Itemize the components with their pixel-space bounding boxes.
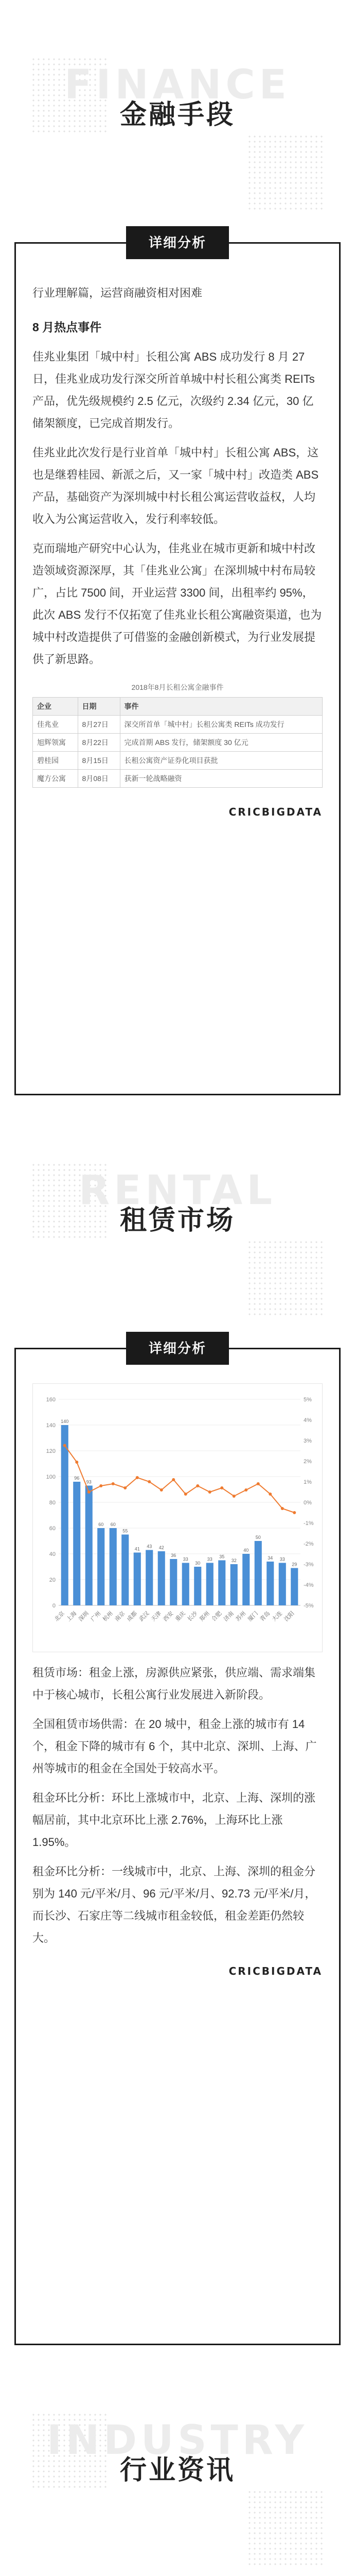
series-point	[75, 1461, 78, 1464]
bar	[267, 1562, 274, 1605]
y-tick-label: 140	[46, 1422, 56, 1429]
table-cell: 深交所首单「城中村」长租公寓类 REITs 成功发行	[120, 716, 323, 734]
analysis-card	[14, 1341, 341, 2345]
bar	[291, 1568, 298, 1606]
table-cell: 8月08日	[78, 770, 120, 788]
bar	[230, 1564, 238, 1605]
paragraph: 租赁市场：租金上涨，房源供应紧张，供应端、需求端集中于核心城市，长租公寓行业发展进入新阶段。	[32, 1666, 316, 1701]
data-label: 60	[98, 1522, 104, 1527]
data-label: 93	[86, 1479, 92, 1485]
table-cell: 碧桂园	[33, 752, 78, 770]
x-tick-label: 济南	[222, 1609, 235, 1623]
y2-tick-label: -3%	[304, 1562, 314, 1568]
section-header-finance	[0, 0, 355, 242]
watermark-text: INDUSTRY	[46, 2417, 309, 2464]
data-label: 43	[147, 1544, 152, 1549]
bar	[279, 1563, 286, 1606]
data-label: 40	[243, 1548, 249, 1553]
x-tick-label: 苏州	[234, 1609, 247, 1623]
event-heading: 8 月热点事件	[32, 320, 102, 334]
series-point	[244, 1488, 247, 1492]
dot-pattern	[247, 2489, 324, 2567]
data-label: 32	[231, 1558, 237, 1563]
paragraph: 克而瑞地产研究中心认为，佳兆业在城市更新和城中村改造领域资源深厚，其「佳兆业公寓」在深圳城中村布局较广，占比 7500 间，开业运营 3300 间，出租率约 95%，此次 ABS 发行不仅拓宽了佳兆业长租公寓融资渠道，也为城中村改造提供了可借鉴的金融创新模式，为行业发展提供了新思路。	[32, 542, 322, 666]
analysis-card	[14, 235, 341, 1095]
x-tick-label: 厦门	[246, 1609, 259, 1623]
series-point	[257, 1482, 260, 1485]
y-tick-label: 60	[49, 1526, 56, 1532]
x-tick-label: 南京	[113, 1609, 127, 1623]
paragraph: 佳兆业此次发行是行业首单「城中村」长租公寓 ABS，这也是继碧桂园、新派之后，又一家「城中村」改造类 ABS 产品，基础资产为深圳城中村长租公寓运营收益权，人均收入为公寓运营收入，发行利率较低。	[32, 446, 319, 526]
table-cell: 魔方公寓	[33, 770, 78, 788]
series-point	[220, 1486, 223, 1489]
dot-pattern	[247, 134, 324, 211]
bar	[134, 1553, 141, 1606]
data-label: 55	[122, 1528, 128, 1534]
y-tick-label: 100	[46, 1474, 56, 1480]
table-cell: 8月27日	[78, 716, 120, 734]
bar	[146, 1550, 153, 1606]
y-tick-label: 160	[46, 1397, 56, 1403]
watermark-text: RENTAL	[79, 1167, 276, 1214]
section-header-industry	[0, 2355, 355, 2576]
section-header-rental	[0, 1106, 355, 1348]
data-label: 34	[268, 1555, 273, 1561]
y2-tick-label: -1%	[304, 1520, 314, 1527]
series-point	[148, 1480, 151, 1483]
chart-svg	[33, 1384, 321, 1652]
paragraph: 全国租赁市场供需：在 20 城中，租金上涨的城市有 14 个，租金下降的城市有 6 个，其中北京、深圳、上海、广州等城市的租金在全国处于较高水平。	[32, 1718, 317, 1775]
x-tick-label: 杭州	[101, 1609, 114, 1623]
x-tick-label: 成都	[126, 1609, 138, 1623]
table-header: 企业	[33, 698, 78, 716]
x-tick-label: 郑州	[198, 1609, 211, 1623]
series-point	[160, 1488, 163, 1492]
data-label: 36	[171, 1553, 176, 1558]
series-point	[281, 1507, 284, 1510]
table-cell: 8月22日	[78, 734, 120, 752]
series-point	[269, 1493, 272, 1496]
table-row	[33, 770, 323, 788]
series-point	[112, 1482, 115, 1485]
table-row	[33, 734, 323, 752]
table-cell: 完成首期 ABS 发行，储架额度 30 亿元	[120, 734, 323, 752]
series-point	[196, 1484, 199, 1487]
y-tick-label: 20	[49, 1577, 56, 1583]
rent-chart	[32, 1383, 323, 1652]
bar	[158, 1551, 165, 1605]
bar	[255, 1541, 262, 1605]
data-label: 42	[158, 1545, 164, 1550]
bar	[110, 1528, 117, 1605]
section-title: 金融手段	[119, 99, 235, 130]
series-point	[99, 1484, 102, 1487]
x-tick-label: 上海	[65, 1609, 78, 1623]
data-label: 33	[279, 1556, 285, 1562]
table-cell: 长租公寓资产证券化项目获批	[120, 752, 323, 770]
data-label: 41	[134, 1546, 140, 1552]
x-tick-label: 天津	[150, 1609, 163, 1623]
section-title: 租赁市场	[119, 1205, 235, 1236]
table-caption: 2018年8月长租公寓金融事件	[131, 683, 224, 691]
bar	[85, 1486, 93, 1606]
series-point	[123, 1486, 127, 1489]
data-label: 30	[195, 1561, 201, 1566]
bar	[194, 1567, 201, 1605]
y2-tick-label: -2%	[304, 1541, 314, 1547]
y2-tick-label: 3%	[304, 1438, 312, 1444]
bar	[182, 1563, 189, 1606]
bar	[97, 1528, 104, 1605]
brand-footer: CRICBIGDATA	[228, 806, 323, 818]
x-tick-label: 西安	[162, 1609, 175, 1623]
table-cell: 旭辉领寓	[33, 734, 78, 752]
table-header: 日期	[78, 698, 120, 716]
bar	[121, 1535, 129, 1606]
series-point	[63, 1444, 66, 1447]
y-tick-label: 40	[49, 1551, 56, 1557]
x-tick-label: 武汉	[137, 1609, 151, 1623]
paragraph: 租金环比分析：一线城市中，北京、上海、深圳的租金分别为 140 元/平米/月、96 元/平米/月、92.73 元/平米/月，而长沙、石家庄等二线城市租金较低，租金差距仍然较大。	[32, 1865, 316, 1944]
table-cell: 获新一轮战略融资	[120, 770, 323, 788]
data-label: 96	[74, 1476, 80, 1481]
paragraph: 佳兆业集团「城中村」长租公寓 ABS 成功发行 8 月 27 日，佳兆业成功发行深交所首单城中村长租公寓类 REITs 产品，优先级规模约 2.5 亿元，次级约 2.34 亿元，30 亿储架额度，已完成首期发行。	[32, 350, 315, 430]
y-tick-label: 120	[46, 1448, 56, 1454]
x-tick-label: 长沙	[186, 1609, 199, 1623]
bar	[73, 1482, 80, 1605]
series-point	[184, 1493, 187, 1496]
series-point	[208, 1490, 211, 1494]
table-row	[33, 752, 323, 770]
x-tick-label: 青岛	[258, 1609, 272, 1623]
table-row	[33, 716, 323, 734]
bar	[218, 1561, 225, 1606]
y2-tick-label: 5%	[304, 1397, 312, 1403]
events-table	[32, 677, 323, 788]
bar	[170, 1559, 177, 1605]
bar	[61, 1425, 68, 1605]
series-point	[233, 1495, 236, 1498]
series-point	[136, 1476, 139, 1479]
y2-tick-label: 4%	[304, 1417, 312, 1423]
x-tick-label: 沈阳	[282, 1609, 296, 1623]
bar	[242, 1554, 250, 1605]
paragraph: 租金环比分析：环比上涨城市中，北京、上海、深圳的涨幅居前，其中北京环比上涨 2.76%，上海环比上涨 1.95%。	[32, 1791, 316, 1849]
data-label: 29	[292, 1562, 297, 1567]
x-tick-label: 广州	[89, 1609, 102, 1623]
bar	[206, 1563, 214, 1606]
y-tick-label: 80	[49, 1500, 56, 1506]
intro-line: 行业理解篇，运营商融资相对困难	[32, 286, 203, 299]
brand-footer: CRICBIGDATA	[228, 1965, 323, 1977]
y-tick-label: 0	[52, 1603, 56, 1609]
card-tab-label: 详细分析	[126, 1332, 229, 1365]
data-label: 35	[219, 1554, 225, 1560]
x-tick-label: 深圳	[77, 1609, 90, 1623]
watermark-text: FINANCE	[64, 62, 291, 108]
x-tick-label: 重庆	[174, 1609, 187, 1623]
dot-pattern	[247, 1240, 324, 1317]
x-tick-label: 合肥	[210, 1609, 223, 1623]
y2-tick-label: -4%	[304, 1582, 314, 1588]
table-cell: 8月15日	[78, 752, 120, 770]
table-header: 事件	[120, 698, 323, 716]
y2-tick-label: -5%	[304, 1603, 314, 1609]
data-label: 50	[255, 1535, 261, 1540]
y2-tick-label: 0%	[304, 1500, 312, 1506]
series-point	[293, 1511, 296, 1514]
data-label: 140	[61, 1419, 69, 1424]
section-title: 行业资讯	[119, 2455, 235, 2486]
card-tab-label: 详细分析	[126, 226, 229, 259]
table-cell: 佳兆业	[33, 716, 78, 734]
data-label: 33	[207, 1556, 212, 1562]
data-label: 60	[110, 1522, 116, 1527]
x-tick-label: 北京	[53, 1609, 66, 1623]
x-tick-label: 大连	[271, 1609, 283, 1623]
y2-tick-label: 1%	[304, 1479, 312, 1485]
series-point	[87, 1490, 91, 1494]
data-label: 33	[183, 1556, 188, 1562]
y2-tick-label: 2%	[304, 1459, 312, 1465]
series-point	[172, 1478, 175, 1481]
